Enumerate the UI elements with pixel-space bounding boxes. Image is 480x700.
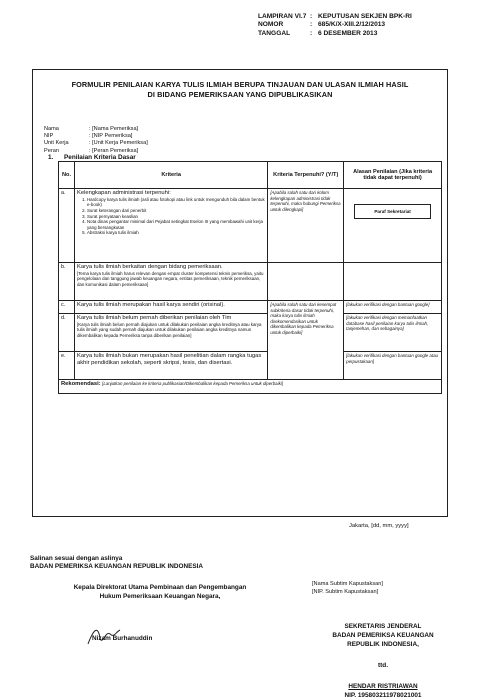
section-label: Penilaian Kriteria Dasar bbox=[64, 154, 136, 161]
row-criteria bbox=[74, 314, 267, 352]
rekomendasi-label: Rekomendasi: bbox=[61, 381, 101, 387]
salinan-line: Salinan sesuai dengan aslinya bbox=[30, 555, 123, 562]
field-label: Unit Kerja bbox=[44, 140, 69, 147]
examiner-fields bbox=[44, 126, 148, 155]
sekjen-nip: NIP. 195803211978021001 bbox=[344, 692, 422, 699]
table-row bbox=[59, 301, 442, 314]
sekjen-line: REPUBLIK INDONESIA, bbox=[347, 641, 419, 648]
row-terpenuhi: [Apabila salah satu dari kolom kelengkapan administrasi tidak terpenuhi, maka hubungi Pemeriksa untuk dilengkapi] bbox=[268, 189, 344, 263]
field-label: Nama bbox=[44, 126, 59, 132]
rekomendasi-row bbox=[59, 380, 442, 394]
row-criteria bbox=[74, 263, 267, 301]
sekjen-block bbox=[318, 622, 448, 700]
list-item: 4. Nota dinas pengantar minimal dari Pejabat setingkat Eselon III yang membawahi unit kerja yang bersangkutan bbox=[87, 219, 265, 230]
row-letter: c. bbox=[59, 301, 75, 314]
col-alasan: Alasan Penilaian (Jika kriteria tidak dapat terpenuhi) bbox=[344, 162, 442, 189]
section-number: 1. bbox=[48, 154, 54, 161]
header-key: TANGGAL bbox=[258, 29, 291, 37]
nizam-name: Nizam Burhanuddin bbox=[92, 635, 153, 642]
row-letter: b. bbox=[59, 263, 75, 301]
header-key: NOMOR bbox=[258, 21, 284, 29]
signer-nip: [NIP. Subtim Kapustaksan] bbox=[312, 589, 379, 595]
col-no: No. bbox=[59, 162, 75, 189]
criteria-table bbox=[58, 161, 442, 394]
row-alasan: [lakukan verifikasi dengan bantuan google] bbox=[344, 301, 442, 314]
criteria-title: Karya tulis ilmiah belum pernah diberikan penilaian oleh Tim bbox=[76, 315, 232, 321]
place-date: Jakarta, [dd, mm, yyyy] bbox=[349, 523, 409, 529]
criteria-title: Karya tulis ilmiah berkaitan dengan bidang pemeriksaan. bbox=[76, 264, 223, 270]
decree-header: LAMPIRAN VI.7 : KEPUTUSAN SEKJEN BPK-RI NOMOR : 685/K/X-XIII.2/12/2013 TANGGAL : 6 DESEMBER 2013 bbox=[258, 13, 412, 37]
row-criteria: Karya tulis ilmiah merupakan hasil karya sendiri (orisinal). bbox=[74, 301, 267, 314]
table-row bbox=[59, 263, 442, 301]
rekomendasi-text: [Lanjutkan penilaian ke kriteria publikasian/Dikembalikan kepada Pemeriksa untuk diperbaiki] bbox=[102, 381, 283, 386]
criteria-desc: [Karya tulis ilmiah belum pernah diajukan untuk dilakukan penilaian angka kreditnya atau karya tulis ilmiah yang sudah pernah diajukan untuk dilakukan penilaian angka kreditnya namun dikembalikan kepada Pemeriksa tanpa diberikan penilaian] bbox=[76, 321, 262, 338]
field-value: : [Unit Kerja Pemeriksa] bbox=[89, 140, 148, 147]
field-value: : [Nama Pemeriksa] bbox=[89, 126, 139, 132]
row-alasan: [lakukan verifikasi dengan memanfaatkan database hasil penilaian karya tulis ilmiah, tanjemehan, dan sebagainya] bbox=[344, 314, 442, 352]
signer-name: [Nama Subtim Kapustaksan] bbox=[312, 581, 383, 587]
row-criteria bbox=[74, 189, 267, 263]
header-key: LAMPIRAN VI.7 bbox=[258, 13, 307, 20]
title-line-1: FORMULIR PENILAIAN KARYA TULIS ILMIAH BERUPA TINJAUAN DAN ULASAN ILMIAH HASIL bbox=[71, 80, 409, 89]
header-value: 685/K/X-XIII.2/12/2013 bbox=[318, 21, 386, 29]
salinan-line: BADAN PEMERIKSA KEUANGAN REPUBLIK INDONESIA bbox=[30, 563, 204, 570]
title-line-2: DI BIDANG PEMERIKSAAN YANG DIPUBLIKASIKAN bbox=[147, 90, 333, 99]
table-row bbox=[59, 189, 442, 263]
table-header-row bbox=[59, 162, 442, 189]
col-terpenuhi: Kriteria Terpenuhi? (Y/T) bbox=[268, 162, 344, 189]
form-title bbox=[40, 80, 440, 100]
field-label: NIP bbox=[44, 133, 54, 140]
ttd-mark: ttd. bbox=[378, 662, 388, 669]
kepala-line: Hukum Pemeriksaan Keuangan Negara, bbox=[99, 592, 221, 600]
table-row bbox=[59, 352, 442, 380]
row-letter: e. bbox=[59, 352, 75, 380]
list-item: 1. Hardcopy karya tulis ilmiah (asli atau fotokopi atau link untuk mengunduh bila dalam bentuk e-book) bbox=[87, 197, 265, 208]
criteria-title: Kelengkapan administrasi terpenuhi: bbox=[76, 190, 171, 196]
sekjen-line: SEKRETARIS JENDERAL bbox=[344, 623, 422, 630]
col-kriteria: Kriteria bbox=[74, 162, 267, 189]
field-label: Peran bbox=[44, 147, 59, 154]
sekjen-name: HENDAR RISTRIAWAN bbox=[348, 683, 418, 690]
criteria-desc: [Tema karya tulis ilmiah harus relevan dengan empat cluster kompetensi teknis pemeriksa, yaitu pengelolaan dan tanggung jawab keuangan negara, entitas pemeriksaan, teknik pemeriksaan, dan komunikasi dalam pemeriksaan] bbox=[76, 270, 264, 287]
field-value: : [Peran Pemeriksa] bbox=[89, 147, 139, 154]
row-alasan bbox=[344, 263, 442, 301]
row-criteria: Karya tulis ilmiah bukan merupakan hasil penelitian dalam rangka tugas akhir pendidikan sekolah, seperti skripsi, tesis, dan disertasi. bbox=[74, 352, 267, 380]
row-letter: a. bbox=[59, 189, 75, 263]
sekjen-line: BADAN PEMERIKSA KEUANGAN bbox=[332, 632, 434, 639]
row-terpenuhi: [Apabila salah satu dari kesempat subkriteria dasar tidak terpenuhi, maka karya tulis ilmiah direkomendasikan untuk dikembalikan kepada Pemeriksa untuk diperbaiki] bbox=[268, 301, 344, 380]
kepala-line: Kepala Direktorat Utama Pembinaan dan Pengembangan bbox=[73, 584, 247, 591]
subtim-signature bbox=[312, 580, 383, 596]
list-item: 3. Surat pernyataan keaslian bbox=[87, 214, 265, 220]
row-alasan: [lakukan verifikasi dengan bantuan google atau perpustakaan] bbox=[344, 352, 442, 380]
header-value: 6 DESEMBER 2013 bbox=[318, 29, 378, 37]
list-item: 2. Surat keterangan dari penerbit bbox=[87, 208, 265, 214]
table-row bbox=[59, 314, 442, 352]
field-value: : [NIP Pemeriksa] bbox=[89, 133, 133, 140]
row-letter: d. bbox=[59, 314, 75, 352]
row-alasan bbox=[344, 189, 442, 263]
kepala-block bbox=[40, 584, 280, 601]
list-item: 5. Abstraksi karya tulis ilmiah bbox=[87, 230, 265, 236]
section-heading bbox=[48, 154, 136, 161]
rekomendasi-cell bbox=[59, 380, 442, 394]
paraf-box: Paraf Sekretariat bbox=[354, 204, 431, 219]
salinan-block bbox=[30, 555, 203, 571]
header-value: KEPUTUSAN SEKJEN BPK-RI bbox=[318, 13, 412, 20]
row-terpenuhi bbox=[268, 263, 344, 301]
